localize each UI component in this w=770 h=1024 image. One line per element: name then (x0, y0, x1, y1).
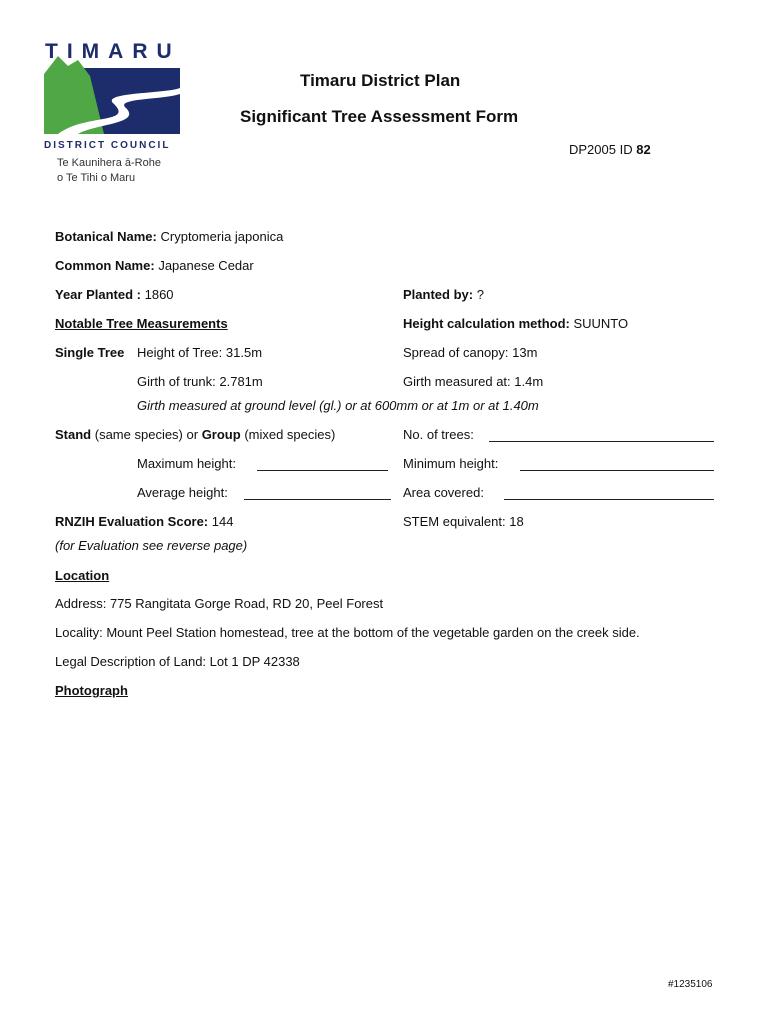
planted-by-value: ? (476, 287, 484, 302)
year-planted-row (55, 287, 174, 302)
botanical-name-row (55, 229, 283, 244)
no-trees-label: No. of trees: (403, 427, 474, 442)
logo-maori-line1: Te Kaunihera ā-Rohe (57, 157, 161, 169)
stem-row (403, 514, 524, 529)
group-mixed-text: (mixed species) (244, 427, 336, 442)
logo-wordmark: TIMARU (45, 40, 181, 63)
rnzih-row (55, 514, 233, 529)
year-planted-value: 1860 (144, 287, 174, 302)
girth-row (137, 374, 263, 389)
address-label: Address: (55, 596, 107, 611)
logo-council-text: DISTRICT COUNCIL (44, 140, 171, 151)
notable-heading: Notable Tree Measurements (55, 316, 228, 331)
botanical-name-value: Cryptomeria japonica (160, 229, 284, 244)
girth-measured-row (403, 374, 543, 389)
height-method-value: SUUNTO (573, 316, 629, 331)
location-heading: Location (55, 568, 110, 583)
rnzih-label: RNZIH Evaluation Score: (55, 514, 209, 529)
area-covered-label: Area covered: (403, 485, 484, 500)
girth-value: 2.781m (219, 374, 263, 389)
spread-row (403, 345, 537, 360)
locality-row (55, 625, 640, 640)
document-subtitle: Significant Tree Assessment Form (240, 107, 519, 126)
avg-height-field[interactable] (244, 499, 391, 500)
stand-same-text: (same species) or (94, 427, 199, 442)
legal-value: Lot 1 DP 42338 (209, 654, 300, 669)
common-name-value: Japanese Cedar (158, 258, 254, 273)
common-name-row (55, 258, 254, 273)
stem-label: STEM equivalent: (403, 514, 506, 529)
max-height-label: Maximum height: (137, 456, 236, 471)
girth-note: Girth measured at ground level (gl.) or at 600mm or at 1m or at 1.40m (137, 398, 539, 413)
timaru-logo (44, 40, 189, 190)
planted-by-row (403, 287, 484, 302)
dp-id-label: DP2005 ID (569, 142, 633, 157)
avg-height-label: Average height: (137, 485, 228, 500)
height-of-tree-value: 31.5m (225, 345, 263, 360)
locality-value: Mount Peel Station homestead, tree at the bottom of the vegetable garden on the creek side. (106, 625, 640, 640)
height-method-label: Height calculation method: (403, 316, 570, 331)
year-planted-label: Year Planted : (55, 287, 141, 302)
girth-label: Girth of trunk: (137, 374, 216, 389)
height-of-tree-label: Height of Tree: (137, 345, 223, 360)
spread-label: Spread of canopy: (403, 345, 509, 360)
stem-value: 18 (509, 514, 524, 529)
photograph-heading: Photograph (55, 683, 128, 698)
height-of-tree-row (137, 345, 262, 360)
legal-label: Legal Description of Land: (55, 654, 207, 669)
common-name-label: Common Name: (55, 258, 155, 273)
legal-row (55, 654, 300, 669)
single-tree-label: Single Tree (55, 345, 125, 360)
no-trees-field[interactable] (489, 441, 714, 442)
height-method-row (403, 316, 628, 331)
locality-label: Locality: (55, 625, 103, 640)
dp-id (569, 142, 651, 157)
document-number: #1235106 (668, 979, 713, 990)
evaluation-note: (for Evaluation see reverse page) (55, 538, 248, 553)
min-height-field[interactable] (520, 470, 714, 471)
stand-group-row (55, 427, 335, 442)
max-height-field[interactable] (257, 470, 388, 471)
document-title: Timaru District Plan (300, 71, 461, 90)
rnzih-value: 144 (211, 514, 234, 529)
girth-measured-label: Girth measured at: (403, 374, 511, 389)
planted-by-label: Planted by: (403, 287, 474, 302)
group-word: Group (201, 427, 241, 442)
spread-value: 13m (512, 345, 538, 360)
area-covered-field[interactable] (504, 499, 714, 500)
address-row (55, 596, 383, 611)
girth-measured-value: 1.4m (514, 374, 544, 389)
stand-word: Stand (55, 427, 92, 442)
dp-id-value: 82 (636, 142, 651, 157)
logo-maori-line2: o Te Tihi o Maru (57, 172, 136, 184)
botanical-name-label: Botanical Name: (55, 229, 157, 244)
address-value: 775 Rangitata Gorge Road, RD 20, Peel Forest (109, 596, 384, 611)
logo-mountain-river-icon (44, 54, 182, 138)
min-height-label: Minimum height: (403, 456, 499, 471)
